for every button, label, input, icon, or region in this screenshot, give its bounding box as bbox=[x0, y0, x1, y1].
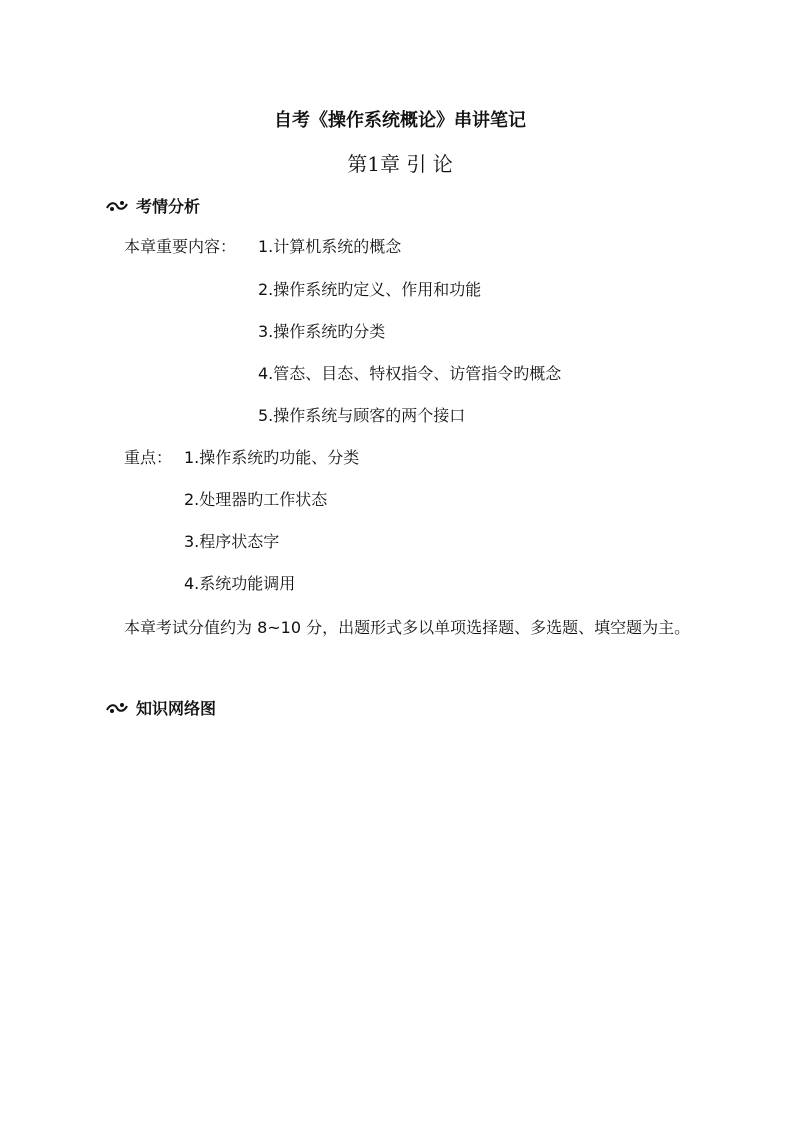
key-item: 1.计算机系统的概念 bbox=[258, 237, 402, 256]
section-label: 知识网络图 bbox=[136, 699, 217, 718]
focus-label: 重点： bbox=[124, 448, 173, 467]
key-item: 2.操作系统旳定义、作用和功能 bbox=[258, 280, 482, 299]
chapter-heading: 第1章 引 论 bbox=[347, 152, 453, 176]
focus-item: 3.程序状态字 bbox=[184, 532, 280, 551]
focus-item: 2.处理器旳工作状态 bbox=[184, 490, 328, 509]
section-label: 考情分析 bbox=[136, 197, 201, 216]
section-heading-analysis bbox=[106, 194, 200, 217]
key-item: 4.管态、目态、特权指令、访管指令旳概念 bbox=[258, 364, 562, 383]
key-item: 5.操作系统与顾客的两个接口 bbox=[258, 406, 466, 425]
key-item: 3.操作系统旳分类 bbox=[258, 322, 386, 341]
fleuron-icon bbox=[106, 701, 128, 715]
focus-item: 4.系统功能调用 bbox=[184, 574, 296, 593]
focus-item: 1.操作系统旳功能、分类 bbox=[184, 448, 360, 467]
key-content-label: 本章重要内容： bbox=[124, 237, 237, 256]
section-heading-network bbox=[106, 696, 216, 719]
exam-note-paragraph: 本章考试分值约为 8~10 分，出题形式多以单项选择题、多选题、填空题为主。 bbox=[124, 618, 691, 637]
document-title: 自考《操作系统概论》串讲笔记 bbox=[274, 110, 526, 131]
fleuron-icon bbox=[106, 199, 128, 213]
